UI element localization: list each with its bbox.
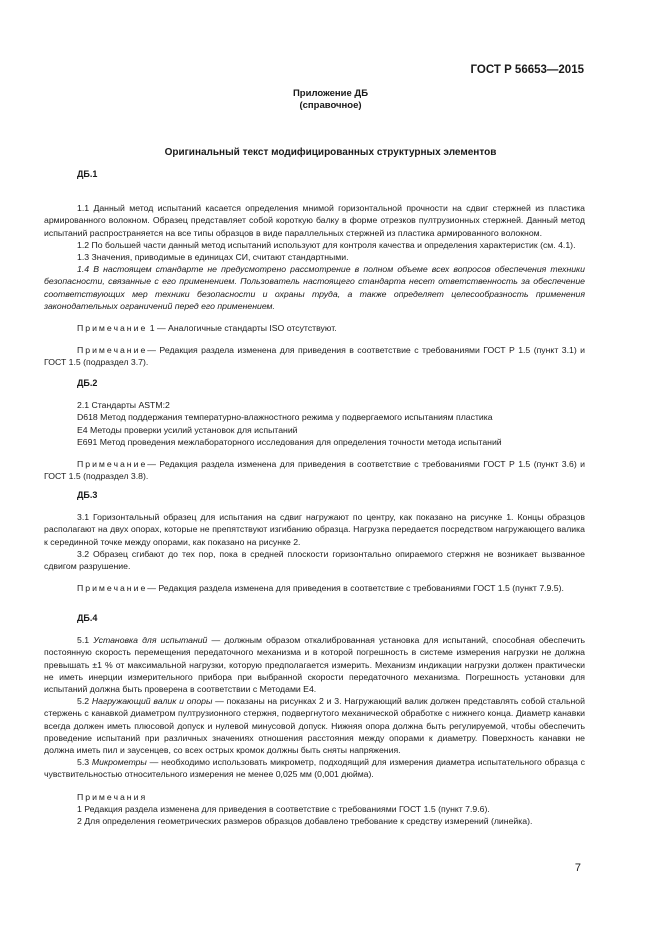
paragraph: 1.3 Значения, приводимые в единицах СИ, считают стандартными. — [77, 252, 349, 263]
note: 1 Редакция раздела изменена для приведения в соответствие с требованиями ГОСТ 1.5 (пункт 7.9.6). — [77, 803, 490, 814]
paragraph: 5.3 Микрометры — необходимо использовать микрометр, подходящий для измерения диаметра испытательного образца с чувствительностью относительного измерения не менее 0,025 мм (0,001 дюйма). — [44, 757, 585, 780]
list-line: 2.1 Стандарты ASTM:2 — [77, 400, 170, 411]
note: Примечание— Редакция раздела изменена для приведения в соответствие с требованиями ГОСТ 1.5 (пункт 7.9.5). — [77, 583, 564, 594]
notes-label: Примечания — [77, 791, 148, 802]
appendix-subtitle: (справочное) — [299, 100, 362, 111]
paragraph: 3.2 Образец сгибают до тех пор, пока в средней плоскости горизонтально опираемого стержня не возникает вызванное сдвигом разрушение. — [44, 548, 585, 572]
paragraph: 5.1 Установка для испытаний — должным образом откалиброванная установка для испытаний, способная обеспечить постоянную скорость перемещения передаточного механизма и в которой погрешность в системе измерения нагрузки не должна превышать ±1 % от максимальной нагрузки, которую предполагается измерить. Механизм индикации нагрузки должен практически не иметь инерции измерительного прибора при выбранной скорости передаточного механизма. Погрешность установки для испытаний должна быть проверена в соответствии с Методами Е4. — [44, 635, 585, 695]
standard-code: ГОСТ Р 56653—2015 — [470, 64, 584, 76]
paragraph: 5.2 Нагружающий валик и опоры — показаны на рисунках 2 и 3. Нагружающий валик должен представлять собой стальной стержень с канавкой диаметром пултрузионного стержня, подвергнутого механической обработке с нижнего конца. Диаметр канавки всегда должен иметь плюсовой допуск и нулевой минусовой допуск. Нижняя опора должна быть регулируемой, чтобы обеспечить проведение испытаний при различных значениях отношения расстояния между опорами к диаметру. Поверхность канавки не должна иметь пил и заусенцев, со всех острых кромок должны быть сняты напряжения. — [44, 696, 585, 756]
appendix-heading — [0, 88, 661, 112]
appendix-title: Приложение ДБ — [292, 88, 369, 99]
note: Примечание— Редакция раздела изменена для приведения в соответствие с требованиями ГОСТ Р 1.5 (пункт 3.1) и ГОСТ 1.5 (подраздел 3.7). — [44, 345, 585, 368]
main-title: Оригинальный текст модифицированных структурных элементов — [164, 147, 497, 158]
section-heading: ДБ.2 — [77, 378, 98, 388]
list-line: Е691 Метод проведения межлабораторного исследования для определения точности метода испытаний — [77, 436, 502, 447]
paragraph: 3.1 Горизонтальный образец для испытания на сдвиг нагружают по центру, как показано на рисунке 1. Концы образцов располагают на двух опорах, которые не препятствуют изгибанию образца. Нагрузка передается посредством нагружающего валика к серединной точке между опорами, как показано на рисунке 2. — [44, 512, 585, 547]
section-db2 — [44, 377, 585, 482]
note: Примечание— Редакция раздела изменена для приведения в соответствие с требованиями ГОСТ Р 1.5 (пункт 3.6) и ГОСТ 1.5 (подраздел 3.8). — [44, 459, 585, 482]
paragraph: 1.2 По большей части данный метод испытаний используют для контроля качества и определения характеристик (см. 4.1). — [77, 239, 576, 250]
list-line: D618 Метод поддержания температурно-влажностного режима у подвергаемого испытаниям пластика — [77, 412, 493, 423]
section-db4 — [44, 612, 585, 827]
note: Примечание 1 — Аналогичные стандарты ISO отсутствуют. — [77, 323, 337, 334]
page-number: 7 — [574, 862, 581, 874]
section-heading: ДБ.1 — [77, 169, 98, 179]
section-db3 — [44, 489, 585, 594]
paragraph: 1.1 Данный метод испытаний касается определения мнимой горизонтальной прочности на сдвиг стержней из пластика армированного волокном. Образец представляет собой короткую балку в форме отрезков пултрузионных стержней. Данный метод испытаний распространяется на все типы образцов в виде параллельных стержней из пластика армированного волокном. — [44, 203, 585, 238]
paragraph-italic: 1.4 В настоящем стандарте не предусмотрено рассмотрение в полном объеме всех вопросов обеспечения техники безопасности, связанные с его применением. Пользователь настоящего стандарта несет ответственность за обеспечение соответствующих мер техники безопасности и охраны труда, а также определяет целесообразность применения законодательных ограничений перед его применением. — [44, 264, 585, 311]
note: 2 Для определения геометрических размеров образцов добавлено требование к средству измерений (линейка). — [77, 816, 533, 827]
section-db1 — [44, 168, 585, 369]
section-heading: ДБ.3 — [77, 490, 98, 500]
section-heading: ДБ.4 — [77, 613, 98, 623]
list-line: Е4 Методы проверки усилий установок для испытаний — [77, 424, 298, 435]
